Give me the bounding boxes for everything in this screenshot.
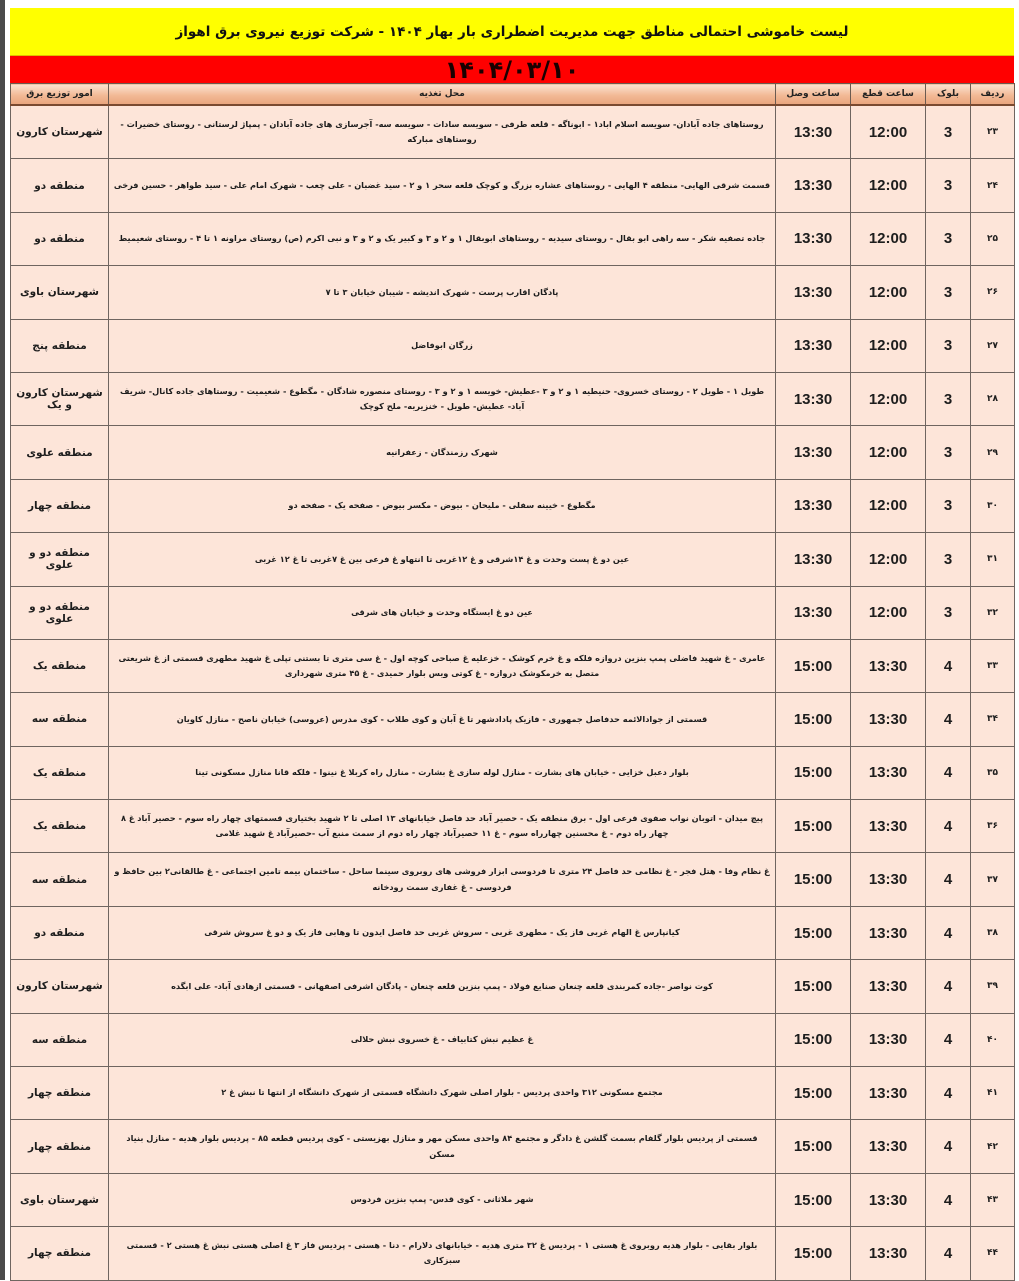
table-row xyxy=(11,1120,1015,1173)
block-cell: 3 xyxy=(926,105,971,159)
block-cell: 4 xyxy=(926,1067,971,1120)
row-number-cell: ۲۴ xyxy=(971,159,1015,212)
block-cell: 3 xyxy=(926,533,971,586)
table-row xyxy=(11,105,1015,159)
block-cell: 4 xyxy=(926,1227,971,1280)
block-cell: 4 xyxy=(926,960,971,1013)
column-header-block: بلوک xyxy=(926,84,971,106)
cut-time-cell: 12:00 xyxy=(851,319,926,372)
distribution-area-cell: منطقه یک xyxy=(11,746,109,799)
distribution-area-cell: منطقه علوی xyxy=(11,426,109,479)
distribution-area-cell: منطقه چهار xyxy=(11,1067,109,1120)
distribution-area-cell: منطقه دو و علوی xyxy=(11,533,109,586)
row-number-cell: ۴۱ xyxy=(971,1067,1015,1120)
connect-time-cell: 15:00 xyxy=(776,960,851,1013)
cut-time-cell: 12:00 xyxy=(851,533,926,586)
block-cell: 4 xyxy=(926,639,971,692)
row-number-cell: ۳۶ xyxy=(971,800,1015,853)
row-number-cell: ۲۸ xyxy=(971,372,1015,425)
block-cell: 4 xyxy=(926,906,971,959)
cut-time-cell: 13:30 xyxy=(851,800,926,853)
cut-time-cell: 12:00 xyxy=(851,586,926,639)
connect-time-cell: 15:00 xyxy=(776,1173,851,1226)
row-number-cell: ۳۸ xyxy=(971,906,1015,959)
cut-time-cell: 13:30 xyxy=(851,1227,926,1280)
location-cell: بلوار بقایی - بلوار هدیه روبروی غ هستی ۱ - پردیس غ ۳۲ متری هدیه - خیابانهای دلارام - دنا - هستی - پردیس فاز ۳ غ اصلی هستی نبش غ هستی ۲ - قسمتی سبزکاری xyxy=(109,1227,776,1280)
location-cell: جاده تصفیه شکر - سه راهی ابو بقال - روستای سیدیه - روستاهای ابوبقال ۱ و ۲ و ۳ و کبیر یک و ۲ و ۳ و نبی اکرم (ص) روستای مراونه ۱ تا ۴ - روستای شعیمیط xyxy=(109,212,776,265)
location-cell: پیچ میدان - اتوبان نواب صفوی فرعی اول - برق منطقه یک - حصیر آباد حد فاصل خیابانهای ۱۳ اصلی تا ۲ شهید بختیاری قسمتهای چهار راه سوم - حصیر آباد غ ۸ چهار راه دوم - غ محسنین چهارراه سوم - غ ۱۱ حصیرآباد چهار راه دوم از سمت منبع آب -حصیرآباد غ شهید غلامی xyxy=(109,800,776,853)
cut-time-cell: 13:30 xyxy=(851,746,926,799)
table-row xyxy=(11,1067,1015,1120)
table-row xyxy=(11,1227,1015,1280)
connect-time-cell: 15:00 xyxy=(776,800,851,853)
location-cell: عین دو غ پست وحدت و غ ۱۴شرقی و غ ۱۲غربی تا انتهاو غ فرعی بین غ ۷غربی تا غ ۱۲ غربی xyxy=(109,533,776,586)
table-row xyxy=(11,1173,1015,1226)
table-row xyxy=(11,533,1015,586)
row-number-cell: ۴۴ xyxy=(971,1227,1015,1280)
distribution-area-cell: منطقه چهار xyxy=(11,1227,109,1280)
block-cell: 4 xyxy=(926,800,971,853)
row-number-cell: ۴۲ xyxy=(971,1120,1015,1173)
distribution-area-cell: منطقه دو و علوی xyxy=(11,586,109,639)
block-cell: 3 xyxy=(926,479,971,532)
distribution-area-cell: منطقه سه xyxy=(11,853,109,906)
block-cell: 4 xyxy=(926,693,971,746)
location-cell: شهرک رزمندگان - زعفرانیه xyxy=(109,426,776,479)
cut-time-cell: 13:30 xyxy=(851,1013,926,1066)
cut-time-cell: 13:30 xyxy=(851,1120,926,1173)
table-row xyxy=(11,1013,1015,1066)
block-cell: 4 xyxy=(926,1173,971,1226)
location-cell: زرگان ابوفاضل xyxy=(109,319,776,372)
cut-time-cell: 13:30 xyxy=(851,693,926,746)
connect-time-cell: 15:00 xyxy=(776,693,851,746)
table-header-row xyxy=(11,84,1015,106)
cut-time-cell: 12:00 xyxy=(851,479,926,532)
row-number-cell: ۳۰ xyxy=(971,479,1015,532)
distribution-area-cell: منطقه دو xyxy=(11,212,109,265)
outage-table xyxy=(10,83,1015,1281)
connect-time-cell: 15:00 xyxy=(776,639,851,692)
connect-time-cell: 15:00 xyxy=(776,1013,851,1066)
table-row xyxy=(11,906,1015,959)
table-row xyxy=(11,960,1015,1013)
table-row xyxy=(11,426,1015,479)
connect-time-cell: 13:30 xyxy=(776,586,851,639)
location-cell: غ عظیم نبش کتابیاف - غ خسروی نبش حلالی xyxy=(109,1013,776,1066)
distribution-area-cell: شهرستان کارون xyxy=(11,960,109,1013)
column-header-distribution-area: امور توزیع برق xyxy=(11,84,109,106)
row-number-cell: ۳۷ xyxy=(971,853,1015,906)
distribution-area-cell: شهرستان باوی xyxy=(11,266,109,319)
cut-time-cell: 13:30 xyxy=(851,960,926,1013)
cut-time-cell: 13:30 xyxy=(851,1173,926,1226)
row-number-cell: ۳۴ xyxy=(971,693,1015,746)
connect-time-cell: 15:00 xyxy=(776,746,851,799)
row-number-cell: ۴۰ xyxy=(971,1013,1015,1066)
distribution-area-cell: منطقه یک xyxy=(11,800,109,853)
block-cell: 3 xyxy=(926,426,971,479)
row-number-cell: ۳۱ xyxy=(971,533,1015,586)
location-cell: بلوار دعبل خزایی - خیابان های بشارت - منازل لوله سازی غ بشارت - منازل راه کربلا غ نینوا - فلکه قانا منازل مسکونی تینا xyxy=(109,746,776,799)
block-cell: 4 xyxy=(926,1120,971,1173)
connect-time-cell: 15:00 xyxy=(776,1067,851,1120)
cut-time-cell: 12:00 xyxy=(851,426,926,479)
cut-time-cell: 12:00 xyxy=(851,212,926,265)
cut-time-cell: 12:00 xyxy=(851,266,926,319)
page-edge xyxy=(0,0,5,1280)
outage-schedule-sheet xyxy=(10,8,1014,1281)
table-row xyxy=(11,693,1015,746)
connect-time-cell: 13:30 xyxy=(776,159,851,212)
row-number-cell: ۳۹ xyxy=(971,960,1015,1013)
location-cell: عامری - غ شهید فاضلی پمپ بنزین دروازه فلکه و غ خرم کوشک - خزعلیه غ صباحی کوچه اول - غ سی متری تا بستنی تپلی غ شهید مطهری قسمتی از غ شریعتی متصل به خرمکوشک دروازه - غ کوتی ویس بلوار حمیدی - غ ۴۵ متری شهرداری xyxy=(109,639,776,692)
block-cell: 3 xyxy=(926,319,971,372)
distribution-area-cell: شهرستان کارون و یک xyxy=(11,372,109,425)
column-header-cut-time: ساعت قطع xyxy=(851,84,926,106)
block-cell: 4 xyxy=(926,746,971,799)
cut-time-cell: 13:30 xyxy=(851,906,926,959)
location-cell: قسمت شرقی الهایی- منطقه ۴ الهایی - روستاهای عشاره بزرگ و کوچک قلعه سحر ۱ و ۲ - سید غضبان - علی چعب - شهرک امام علی - سید طواهر - حسین فرخی xyxy=(109,159,776,212)
location-cell: طویل ۱ - طویل ۲ - روستای خسروی- حنیطیه ۱ و ۲ و ۳ -عطیش- خویسه ۱ و ۲ و ۳ - روستای منصوره شادگان - مگطوع - شعیمیت - روستاهای جاده کانال- شریف آباد- عطیش- طویل - خنزیریه- ملح کوچک xyxy=(109,372,776,425)
distribution-area-cell: منطقه سه xyxy=(11,693,109,746)
table-row xyxy=(11,159,1015,212)
distribution-area-cell: منطقه دو xyxy=(11,159,109,212)
row-number-cell: ۲۵ xyxy=(971,212,1015,265)
column-header-location: محل تغذیه xyxy=(109,84,776,106)
column-header-connect-time: ساعت وصل xyxy=(776,84,851,106)
cut-time-cell: 12:00 xyxy=(851,372,926,425)
block-cell: 3 xyxy=(926,372,971,425)
connect-time-cell: 13:30 xyxy=(776,212,851,265)
connect-time-cell: 13:30 xyxy=(776,372,851,425)
location-cell: کیانپارس غ الهام غربی فاز یک - مطهری غربی - سروش غربی حد فاصل ایدون تا وهابی فاز یک و دو غ سروش شرقی xyxy=(109,906,776,959)
connect-time-cell: 13:30 xyxy=(776,105,851,159)
connect-time-cell: 15:00 xyxy=(776,853,851,906)
table-row xyxy=(11,800,1015,853)
block-cell: 4 xyxy=(926,853,971,906)
row-number-cell: ۳۲ xyxy=(971,586,1015,639)
distribution-area-cell: منطقه دو xyxy=(11,906,109,959)
row-number-cell: ۲۳ xyxy=(971,105,1015,159)
cut-time-cell: 12:00 xyxy=(851,159,926,212)
connect-time-cell: 13:30 xyxy=(776,319,851,372)
distribution-area-cell: منطقه چهار xyxy=(11,479,109,532)
cut-time-cell: 13:30 xyxy=(851,1067,926,1120)
location-cell: کوت نواصر -جاده کمربندی قلعه چنعان صنایع فولاد - پمپ بنزین قلعه چنعان - پادگان اشرفی اصفهانی - قسمتی ازهادی آباد- علی ابگده xyxy=(109,960,776,1013)
table-row xyxy=(11,266,1015,319)
block-cell: 3 xyxy=(926,212,971,265)
row-number-cell: ۳۵ xyxy=(971,746,1015,799)
schedule-date: ۱۴۰۴/۰۳/۱۰ xyxy=(10,56,1014,83)
table-row xyxy=(11,479,1015,532)
location-cell: عین دو غ ایستگاه وحدت و خیابان های شرقی xyxy=(109,586,776,639)
location-cell: قسمتی از پردیس بلوار گلفام بسمت گلشن غ دادگر و مجتمع ۸۴ واحدی مسکن مهر و منازل بهزیستی - کوی پردیس قطعه ۸۵ - پردیس بلوار هدیه - منازل بنیاد مسکن xyxy=(109,1120,776,1173)
connect-time-cell: 13:30 xyxy=(776,479,851,532)
table-row xyxy=(11,372,1015,425)
table-row xyxy=(11,212,1015,265)
cut-time-cell: 13:30 xyxy=(851,853,926,906)
table-row xyxy=(11,586,1015,639)
connect-time-cell: 13:30 xyxy=(776,426,851,479)
location-cell: مگطوع - خیینه سفلی - ملیحان - بیوض - مکسر بیوض - صفحه یک - صفحه دو xyxy=(109,479,776,532)
distribution-area-cell: منطقه سه xyxy=(11,1013,109,1066)
page-title: لیست خاموشی احتمالی مناطق جهت مدیریت اضطراری بار بهار ۱۴۰۴ - شرکت توزیع نیروی برق اهواز xyxy=(10,8,1014,56)
connect-time-cell: 15:00 xyxy=(776,1120,851,1173)
row-number-cell: ۴۳ xyxy=(971,1173,1015,1226)
table-row xyxy=(11,746,1015,799)
location-cell: روستاهای جاده آبادان- سویسه اسلام اباد۱ - ابوناگه - قلعه طرفی - سویسه سادات - سویسه سه- آجرسازی های جاده آبادان - پمپاژ لرستانی - روستای خضیرات - روستاهای مبارکه xyxy=(109,105,776,159)
cut-time-cell: 13:30 xyxy=(851,639,926,692)
table-row xyxy=(11,639,1015,692)
row-number-cell: ۲۷ xyxy=(971,319,1015,372)
location-cell: پادگان اقارب پرست - شهرک اندیشه - شیبان خیابان ۳ تا ۷ xyxy=(109,266,776,319)
distribution-area-cell: شهرستان کارون xyxy=(11,105,109,159)
location-cell: غ نظام وفا - هتل فجر - غ نظامی حد فاصل ۲۴ متری تا فردوسی ابزار فروشی های روبروی سینما ساحل - ساختمان بیمه تامین اجتماعی - غ طالقانی۲ بین حافظ و فردوسی - غ غفاری سمت رودخانه xyxy=(109,853,776,906)
connect-time-cell: 15:00 xyxy=(776,906,851,959)
block-cell: 3 xyxy=(926,266,971,319)
table-row xyxy=(11,853,1015,906)
connect-time-cell: 13:30 xyxy=(776,266,851,319)
location-cell: مجتمع مسکونی ۳۱۲ واحدی پردیس - بلوار اصلی شهرک دانشگاه قسمتی از شهرک دانشگاه از انتها تا نبش غ ۲ xyxy=(109,1067,776,1120)
distribution-area-cell: منطقه یک xyxy=(11,639,109,692)
distribution-area-cell: شهرستان باوی xyxy=(11,1173,109,1226)
row-number-cell: ۲۶ xyxy=(971,266,1015,319)
connect-time-cell: 15:00 xyxy=(776,1227,851,1280)
block-cell: 4 xyxy=(926,1013,971,1066)
table-row xyxy=(11,319,1015,372)
row-number-cell: ۳۳ xyxy=(971,639,1015,692)
distribution-area-cell: منطقه چهار xyxy=(11,1120,109,1173)
cut-time-cell: 12:00 xyxy=(851,105,926,159)
block-cell: 3 xyxy=(926,159,971,212)
column-header-row-number: ردیف xyxy=(971,84,1015,106)
distribution-area-cell: منطقه پنج xyxy=(11,319,109,372)
location-cell: شهر ملاثانی - کوی قدس- پمپ بنزین فردوس xyxy=(109,1173,776,1226)
block-cell: 3 xyxy=(926,586,971,639)
row-number-cell: ۲۹ xyxy=(971,426,1015,479)
location-cell: قسمتی از جوادالائمه حدفاصل جمهوری - فازیک پادادشهر تا غ آبان و کوی طلاب - کوی مدرس (عروسی) خیابان ناصح - منازل کاویان xyxy=(109,693,776,746)
connect-time-cell: 13:30 xyxy=(776,533,851,586)
